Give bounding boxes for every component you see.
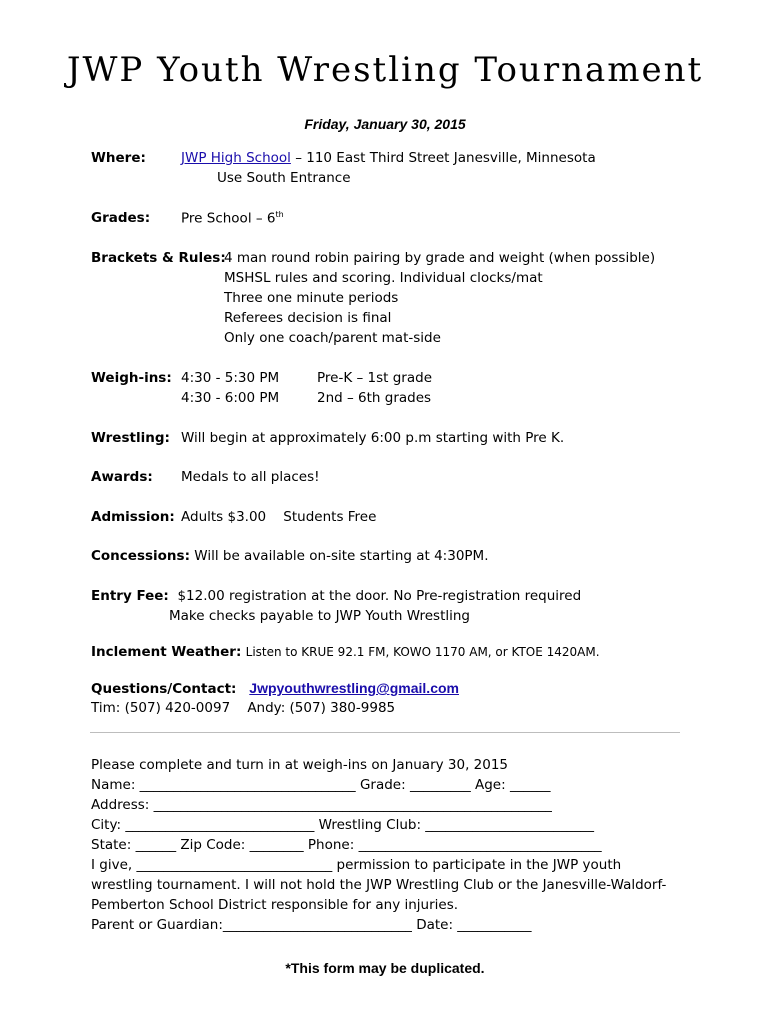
weighin-time: 4:30 - 6:00 PM: [181, 390, 280, 406]
page-title: JWP Youth Wrestling Tournament: [66, 50, 704, 90]
brackets-line: Only one coach/parent mat-side: [224, 330, 441, 346]
duplicate-note: *This form may be duplicated.: [285, 960, 485, 976]
brackets-line: 4 man round robin pairing by grade and weight (when possible): [224, 250, 656, 266]
weighin-group: 2nd – 6th grades: [317, 390, 432, 406]
entry-fee-value: $12.00 registration at the door. No Pre-registration required: [177, 588, 582, 604]
weighins-label: Weigh-ins:: [91, 370, 172, 386]
where-line: [181, 150, 596, 166]
admission-value: Adults $3.00 Students Free: [181, 509, 377, 525]
wrestling-label: Wrestling:: [91, 430, 170, 446]
grades-sup: th: [275, 210, 284, 219]
weather-line: [91, 644, 600, 660]
contact-line: [91, 680, 459, 697]
entry-fee-checks: Make checks payable to JWP Youth Wrestling: [169, 608, 470, 624]
event-date: Friday, January 30, 2015: [304, 116, 466, 132]
entry-fee-label: Entry Fee:: [91, 588, 169, 604]
form-permission-line[interactable]: I give, _____________________________ permission to participate in the JWP youth: [91, 857, 622, 873]
contact-phones: Tim: (507) 420-0097 Andy: (507) 380-9985: [91, 700, 396, 716]
divider: [90, 732, 680, 733]
where-address: – 110 East Third Street Janesville, Minnesota: [290, 150, 596, 166]
form-signature-line[interactable]: Parent or Guardian:____________________________ Date: ___________: [91, 917, 532, 933]
wrestling-value: Will begin at approximately 6:00 p.m starting with Pre K.: [181, 430, 565, 446]
brackets-label: Brackets & Rules:: [91, 250, 226, 266]
weighin-group: Pre-K – 1st grade: [317, 370, 432, 386]
weather-value: Listen to KRUE 92.1 FM, KOWO 1170 AM, or KTOE 1420AM.: [245, 645, 600, 659]
form-name-line[interactable]: Name: ________________________________ Grade: _________ Age: ______: [91, 777, 551, 793]
entry-fee-line: [91, 588, 581, 604]
grades-text: Pre School – 6: [181, 210, 276, 227]
grades-value: [181, 210, 284, 227]
weighin-time: 4:30 - 5:30 PM: [181, 370, 280, 386]
brackets-line: Three one minute periods: [224, 290, 399, 306]
brackets-line: MSHSL rules and scoring. Individual clocks/mat: [224, 270, 543, 286]
concessions-value: Will be available on-site starting at 4:30PM.: [194, 548, 489, 564]
where-label: Where:: [91, 150, 146, 166]
form-intro: Please complete and turn in at weigh-ins on January 30, 2015: [91, 757, 509, 773]
form-address-line[interactable]: Address: ___________________________________________________________: [91, 797, 552, 813]
form-state-line[interactable]: State: ______ Zip Code: ________ Phone: ____________________________________: [91, 837, 602, 853]
concessions-label: Concessions:: [91, 548, 190, 564]
contact-label: Questions/Contact:: [91, 681, 237, 697]
concessions-line: [91, 548, 489, 564]
where-entrance: Use South Entrance: [217, 170, 351, 186]
brackets-line: Referees decision is final: [224, 310, 392, 326]
weather-label: Inclement Weather:: [91, 644, 242, 660]
form-city-line[interactable]: City: ____________________________ Wrestling Club: _________________________: [91, 817, 595, 833]
form-waiver-line: wrestling tournament. I will not hold the JWP Wrestling Club or the Janesville-Waldorf-: [91, 877, 667, 893]
school-link[interactable]: JWP High School: [181, 150, 291, 166]
email-link[interactable]: Jwpyouthwrestling@gmail.com: [249, 680, 459, 696]
awards-label: Awards:: [91, 469, 153, 485]
form-district-line: Pemberton School District responsible for any injuries.: [91, 897, 459, 913]
awards-value: Medals to all places!: [181, 469, 320, 485]
admission-label: Admission:: [91, 509, 175, 525]
grades-label: Grades:: [91, 210, 151, 226]
